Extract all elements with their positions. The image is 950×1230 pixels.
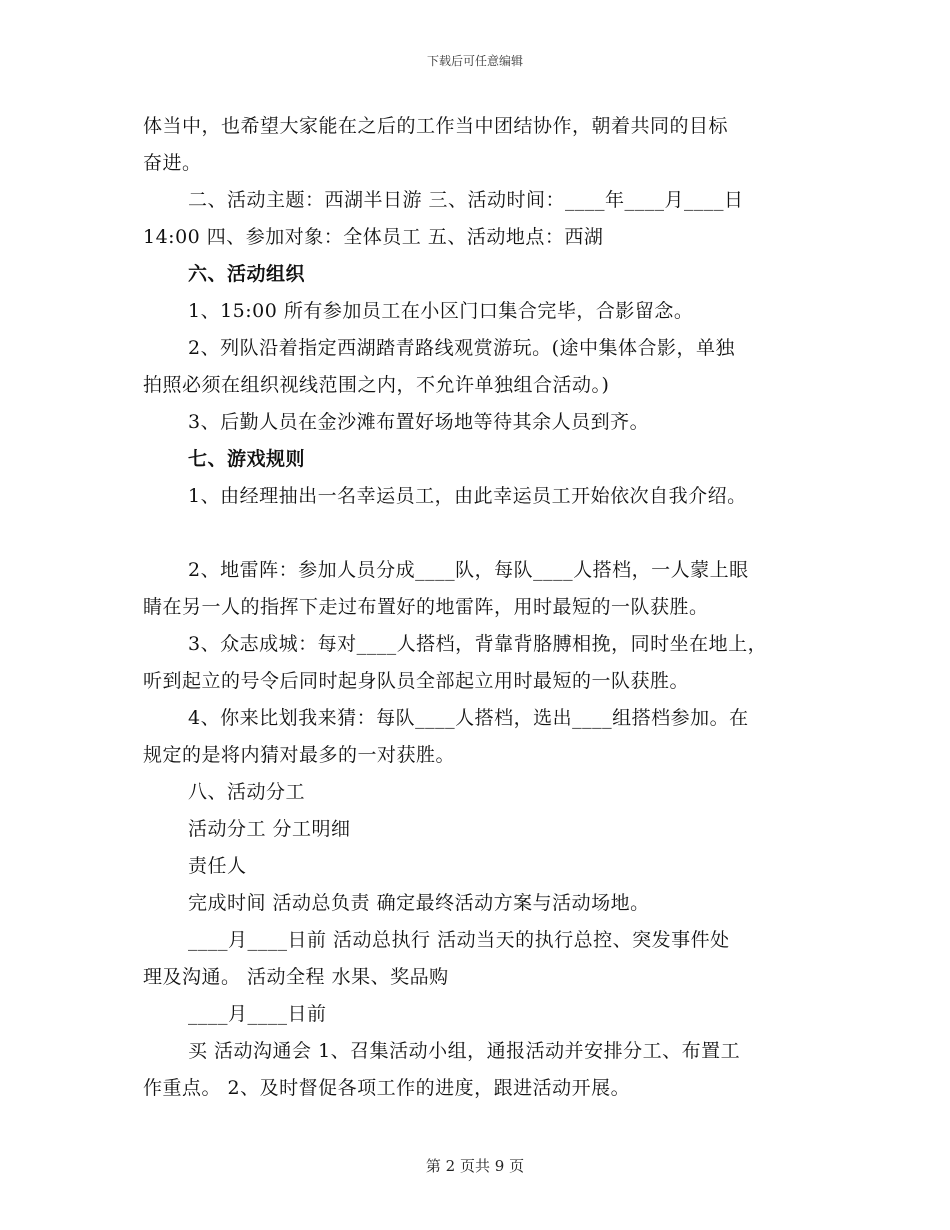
text-line: 完成时间 活动总负责 确定最终活动方案与活动场地。 xyxy=(188,892,650,914)
text-line: 八、活动分工 xyxy=(188,781,306,803)
text-line: 奋进。 xyxy=(143,152,202,174)
text-line: 规定的是将内猜对最多的一对获胜。 xyxy=(143,744,456,766)
page-footer: 第 2 页共 9 页 xyxy=(425,1157,525,1175)
text-line: 2、列队沿着指定西湖踏青路线观赏游玩。(途中集体合影，单独 xyxy=(188,337,736,359)
text-line: 作重点。 2、及时督促各项工作的进度，跟进活动开展。 xyxy=(143,1077,631,1099)
text-line: 听到起立的号令后同时起身队员全部起立用时最短的一队获胜。 xyxy=(143,670,690,692)
text-line: 活动分工 分工明细 xyxy=(188,818,351,840)
text-line: 买 活动沟通会 1、召集活动小组，通报活动并安排分工、布置工 xyxy=(188,1040,741,1062)
text-line: 二、活动主题：西湖半日游 三、活动时间：____年____月____日 xyxy=(188,189,744,211)
text-line: 14:00 四、参加对象：全体员工 五、活动地点：西湖 xyxy=(143,226,604,248)
text-line: 责任人 xyxy=(188,855,247,877)
document-body xyxy=(143,108,813,1107)
text-line: ____月____日前 活动总执行 活动当天的执行总控、突发事件处 xyxy=(188,929,730,951)
blank-line xyxy=(143,515,813,552)
text-line: 1、由经理抽出一名幸运员工，由此幸运员工开始依次自我介绍。 xyxy=(188,485,747,507)
text-line: 七、游戏规则 xyxy=(188,448,306,470)
text-line: 4、你来比划我来猜：每队____人搭档，选出____组搭档参加。在 xyxy=(188,707,749,729)
text-line: 理及沟通。 活动全程 水果、奖品购 xyxy=(143,966,449,988)
text-line: 3、众志成城：每对____人搭档，背靠背胳膊相挽，同时坐在地上， xyxy=(188,633,768,655)
text-line: ____月____日前 xyxy=(188,1003,327,1025)
text-line: 体当中，也希望大家能在之后的工作当中团结协作，朝着共同的目标 xyxy=(143,115,729,137)
text-line: 拍照必须在组织视线范围之内，不允许单独组合活动。) xyxy=(143,374,610,396)
text-line: 1、15:00 所有参加员工在小区门口集合完毕，合影留念。 xyxy=(188,300,694,322)
page-header: 下载后可任意编辑 xyxy=(426,54,523,68)
text-line: 3、后勤人员在金沙滩布置好场地等待其余人员到齐。 xyxy=(188,411,650,433)
text-line: 六、活动组织 xyxy=(188,263,306,285)
text-line: 睛在另一人的指挥下走过布置好的地雷阵，用时最短的一队获胜。 xyxy=(143,596,709,618)
text-line: 2、地雷阵：参加人员分成____队，每队____人搭档，一人蒙上眼 xyxy=(188,559,749,581)
